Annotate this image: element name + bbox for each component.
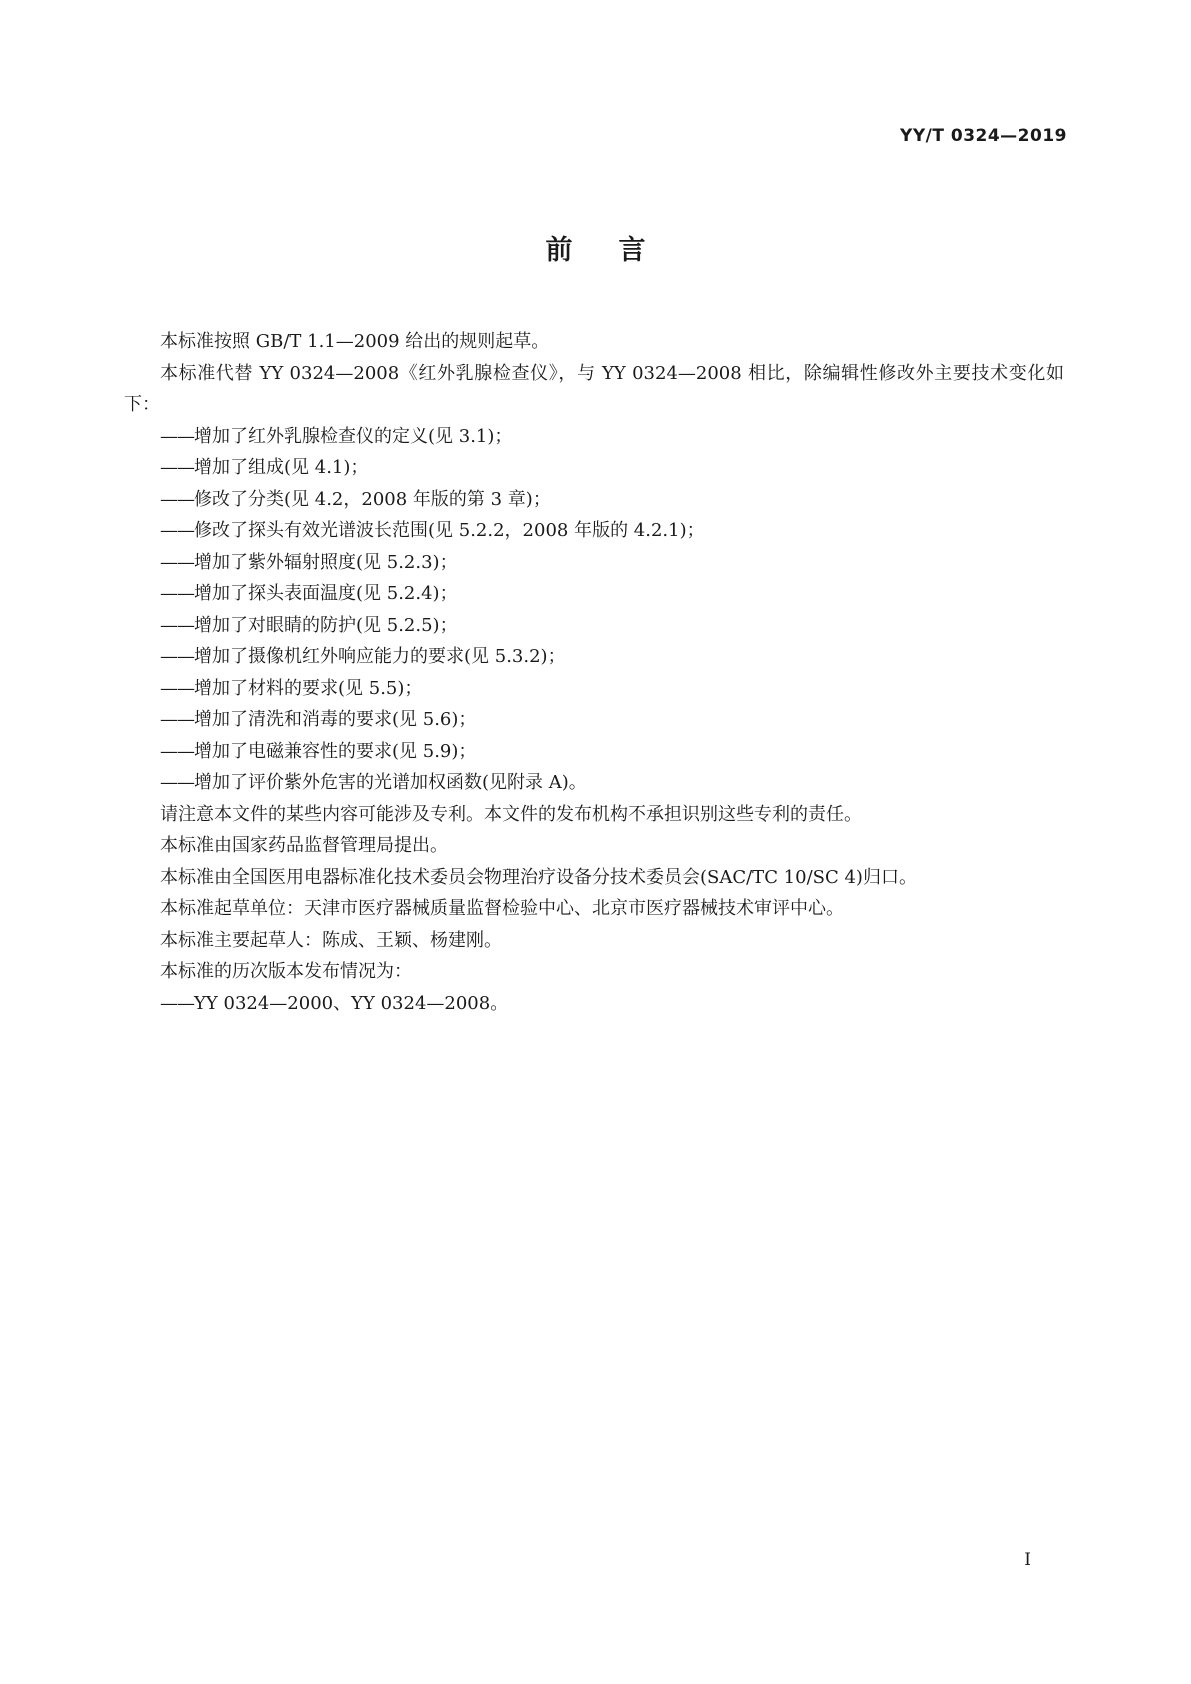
paragraph-replacement: 本标准代替 YY 0324—2008《红外乳腺检查仪》，与 YY 0324—2008 相比，除编辑性修改外主要技术变化如下： [124,362,1064,415]
paragraph-patent-notice: 请注意本文件的某些内容可能涉及专利。本文件的发布机构不承担识别这些专利的责任。 [160,803,862,825]
list-item: ——增加了摄像机红外响应能力的要求(见 5.3.2)； [160,646,566,667]
dash-mark: —— [160,457,194,478]
changes-list [124,421,1064,799]
page-number: I [1024,1550,1031,1570]
dash-mark: —— [160,740,194,762]
dash-mark: —— [160,677,194,699]
standard-code: YY/T 0324—2019 [900,126,1067,146]
dash-mark: —— [160,646,194,667]
list-item: ——修改了探头有效光谱波长范围(见 5.2.2，2008 年版的 4.2.1)； [160,520,705,541]
paragraph-drafting-rules: 本标准按照 GB/T 1.1—2009 给出的规则起草。 [160,331,550,352]
dash-mark: —— [160,488,194,510]
list-item: ——增加了清洗和消毒的要求(见 5.6)； [160,709,477,730]
list-item: ——增加了红外乳腺检查仪的定义(见 3.1)； [160,425,513,447]
list-item: ——增加了紫外辐射照度(见 5.2.3)； [160,551,458,573]
dash-mark: —— [160,992,194,1014]
dash-mark: —— [160,583,194,604]
list-item: ——增加了评价紫外危害的光谱加权函数(见附录 A)。 [160,772,587,793]
dash-mark: —— [160,614,194,636]
list-item: ——修改了分类(见 4.2，2008 年版的第 3 章)； [160,488,551,510]
paragraph-drafting-units: 本标准起草单位：天津市医疗器械质量监督检验中心、北京市医疗器械技术审评中心。 [160,898,844,919]
dash-mark: —— [160,551,194,573]
list-item: ——增加了材料的要求(见 5.5)； [160,677,423,699]
history-list [124,988,1064,1020]
paragraph-history-intro: 本标准的历次版本发布情况为： [160,961,412,982]
list-item: ——增加了对眼睛的防护(见 5.2.5)； [160,614,458,636]
list-item: ——增加了组成(见 4.1)； [160,457,369,478]
foreword-body [124,326,1064,1019]
paragraph-proposer: 本标准由国家药品监督管理局提出。 [160,835,448,856]
list-item: ——YY 0324—2000、YY 0324—2008。 [160,992,509,1014]
paragraph-technical-committee: 本标准由全国医用电器标准化技术委员会物理治疗设备分技术委员会(SAC/TC 10/SC 4)归口。 [160,866,917,888]
dash-mark: —— [160,772,194,793]
dash-mark: —— [160,709,194,730]
dash-mark: —— [160,520,194,541]
dash-mark: —— [160,425,194,447]
list-item: ——增加了电磁兼容性的要求(见 5.9)； [160,740,477,762]
list-item: ——增加了探头表面温度(见 5.2.4)； [160,583,458,604]
paragraph-drafters: 本标准主要起草人：陈成、王颖、杨建刚。 [160,929,502,951]
page-title: 前言 [545,235,692,266]
